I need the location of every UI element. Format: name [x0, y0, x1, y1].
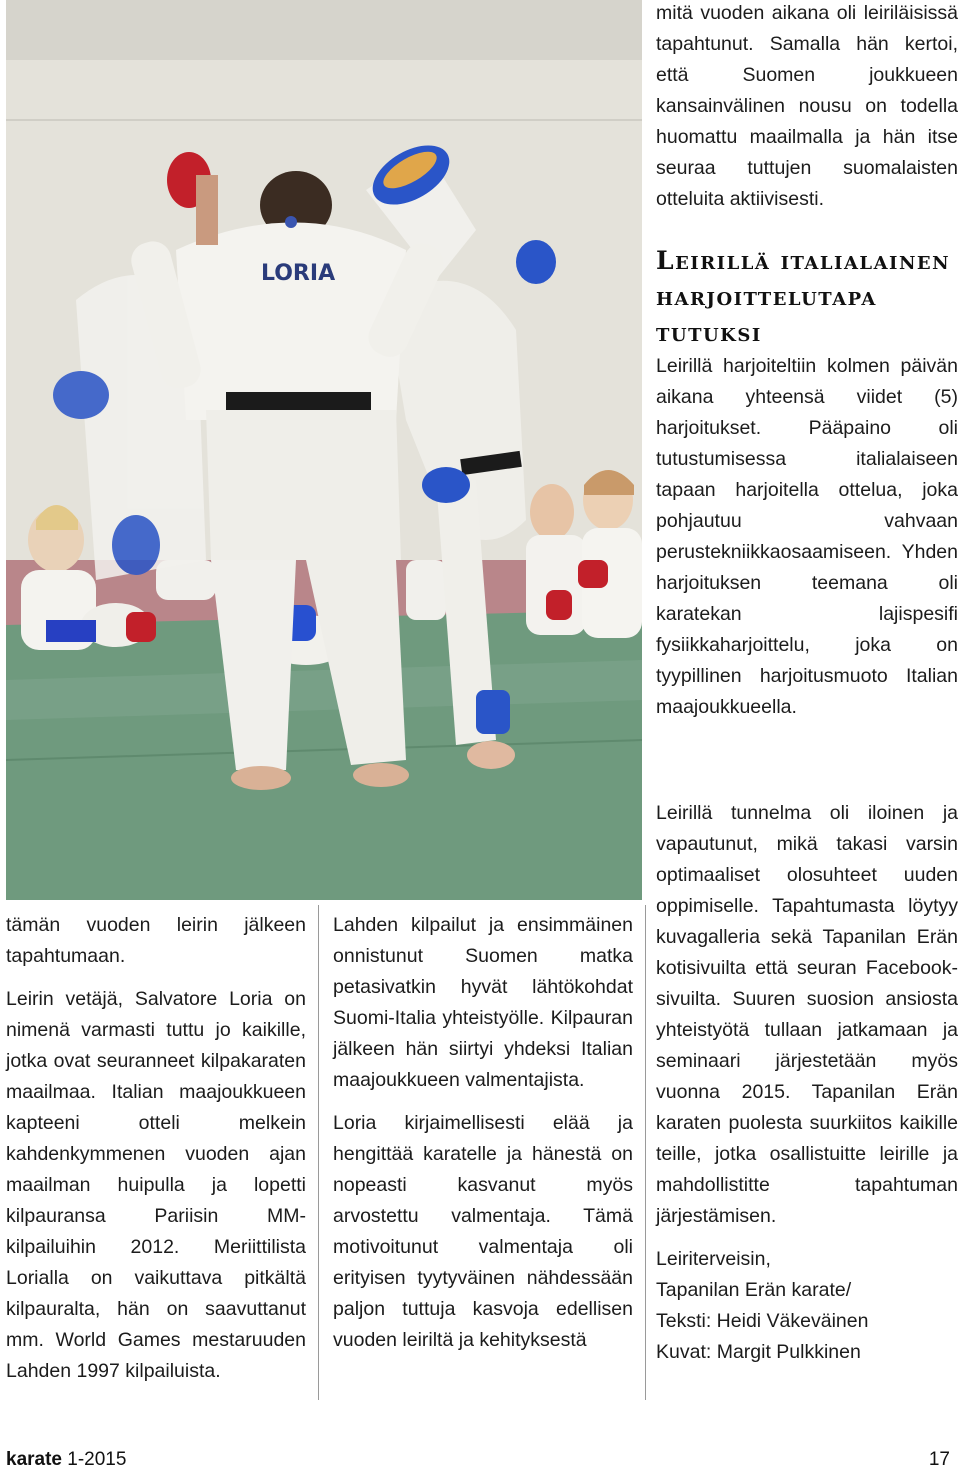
left-paragraph-2: Leirin vetäjä, Salvatore Loria on nimenä varmasti tuttu jo kaikille, jotka ovat seuranneet kilpakaraten maailmaa. Italian maajoukkueen kapteeni otteli melkein kahdenkymmenen vuoden ajan maailman huipulla ja lopetti kilpauransa Pariisin MM-kilpailuihin 2012. Meriittilista Lorialla on vaikuttava pitkältä kilpauralta, hän on saavuttanut mm. World Games mestaruuden Lahden 1997 kilpailuista.: [6, 988, 306, 1382]
section-heading: Leirillä italialainen harjoittelutapa tutuksi: [656, 246, 951, 347]
footer-magazine: [6, 1449, 126, 1471]
page-number: 17: [928, 1449, 950, 1470]
column-divider-2: [645, 905, 646, 1400]
signature-line-2: Tapanilan Erän karate/: [656, 1279, 852, 1301]
photo-ceiling: [6, 0, 642, 60]
left-paragraph-1: tämän vuoden leirin jälkeen tapahtumaan.: [6, 914, 306, 967]
signature-block: [656, 1244, 958, 1368]
magazine-name: karate: [6, 1449, 62, 1470]
photo-back-lettering: LORIA: [261, 261, 336, 286]
karate-photo: [6, 0, 642, 900]
photo-illustration: [6, 0, 642, 900]
right-paragraph-1: Leirillä harjoiteltiin kolmen päivän aikana yhteensä viidet (5) harjoitukset. Pääpaino oli tutustumisessa italialaiseen tapaan harjoitella ottelua, joka pohjautuu vahvaan perustekniikkaosaamiseen. Yhden harjoituksen teemana oli karatekan lajispesifi fysiikkaharjoittelu, joka on tyypillinen harjoitusmuoto Italian maajoukkueella.: [656, 355, 958, 718]
signature-line-1: Leiriterveisin,: [656, 1248, 771, 1270]
right-text-column-top: [656, 0, 958, 735]
issue-number: 1-2015: [67, 1449, 127, 1470]
middle-text-column: [333, 910, 633, 1368]
middle-paragraph-1: Lahden kilpailut ja ensimmäinen onnistunut Suomen matka petasivatkin hyvät lähtökohdat Suomi-Italia yhteistyölle. Kilpauran jälkeen hän siirtyi yhdeksi Italian maajoukkueen valmentajista.: [333, 914, 633, 1091]
right-text-column-bottom: [656, 798, 958, 1368]
left-text-column: [6, 910, 306, 1399]
right-paragraph-2: Leirillä tunnelma oli iloinen ja vapautunut, mikä takasi varsin optimaaliset olosuhteet uuden oppimiselle. Tapahtumasta löytyy kuvagalleria sekä Tapanilan Erän kotisivuilta että seuran Facebook-sivuilta. Suuren suosion ansiosta yhteistyötä tullaan jatkamaan ja seminaari järjestetään myös vuonna 2015. Tapanilan Erän karaten puolesta suurkiitos kaikille teille, jotka osallistuitte leirille ja mahdollistitte tapahtuman järjestämisen.: [656, 802, 958, 1227]
right-intro-paragraph: mitä vuoden aikana oli leiriläisissä tapahtunut. Samalla hän kertoi, että Suomen joukkueen kansainvälinen nousu on todella huomattu maailmalla ja hän itse seuraa tuttujen suomalaisten otteluita aktiivisesti.: [656, 2, 958, 210]
signature-line-4: Kuvat: Margit Pulkkinen: [656, 1341, 861, 1363]
signature-line-3: Teksti: Heidi Väkeväinen: [656, 1310, 869, 1332]
middle-paragraph-2: Loria kirjaimellisesti elää ja hengittää karatelle ja hänestä on nopeasti kasvanut myös arvostettu valmentaja. Tämä motivoitunut valmentaja oli erityisen tyytyväinen nähdessään paljon tuttuja kasvoja edellisen vuoden leiriltä ja kehityksestä: [333, 1112, 633, 1351]
column-divider-1: [318, 905, 319, 1400]
